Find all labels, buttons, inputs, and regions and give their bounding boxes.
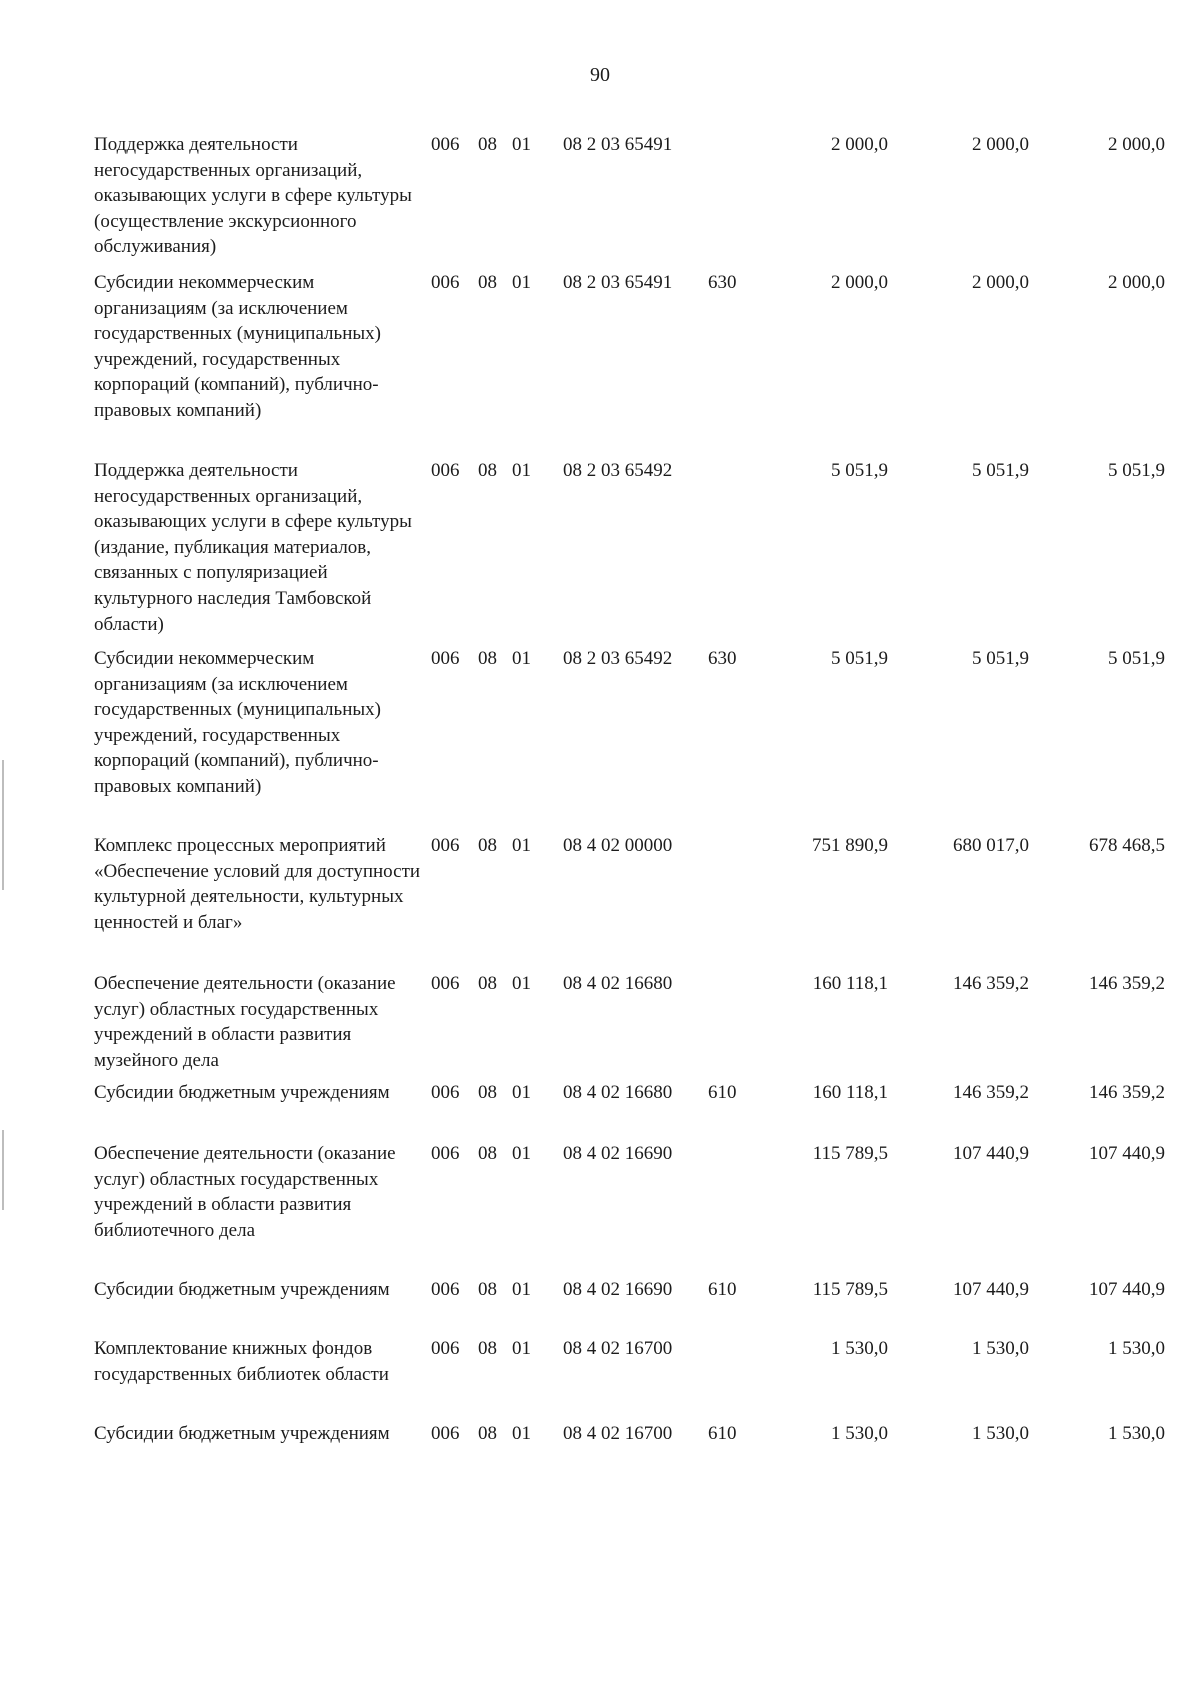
target-article: 08 4 02 16700 bbox=[563, 1338, 673, 1359]
admin-code: 006 bbox=[431, 835, 460, 856]
target-article: 08 2 03 65492 bbox=[563, 648, 673, 669]
amount-year-3: 2 000,0 bbox=[1108, 272, 1165, 293]
row-description: Субсидии некоммерческим организациям (за исключением государственных (муниципальных) учреждений, государственных корпораций (компаний), публично-правовых компаний) bbox=[94, 648, 381, 797]
amount-year-3: 146 359,2 bbox=[1089, 973, 1165, 994]
section-code: 08 bbox=[478, 1082, 497, 1103]
amount-year-2: 2 000,0 bbox=[972, 134, 1029, 155]
row-description: Обеспечение деятельности (оказание услуг) областных государственных учреждений в области развития библиотечного дела bbox=[94, 1143, 396, 1241]
admin-code: 006 bbox=[431, 1082, 460, 1103]
subsection-code: 01 bbox=[512, 1279, 531, 1300]
subsection-code: 01 bbox=[512, 648, 531, 669]
section-code: 08 bbox=[478, 648, 497, 669]
amount-year-2: 2 000,0 bbox=[972, 272, 1029, 293]
row-description: Субсидии бюджетным учреждениям bbox=[94, 1082, 390, 1103]
amount-year-2: 1 530,0 bbox=[972, 1338, 1029, 1359]
row-description: Субсидии бюджетным учреждениям bbox=[94, 1279, 390, 1300]
amount-year-1: 2 000,0 bbox=[831, 134, 888, 155]
section-code: 08 bbox=[478, 835, 497, 856]
row-description: Комплекс процессных мероприятий «Обеспечение условий для доступности культурной деятельности, культурных ценностей и благ» bbox=[94, 835, 421, 933]
amount-year-1: 5 051,9 bbox=[831, 648, 888, 669]
amount-year-1: 160 118,1 bbox=[812, 973, 888, 994]
amount-year-2: 107 440,9 bbox=[953, 1143, 1029, 1164]
admin-code: 006 bbox=[431, 460, 460, 481]
target-article: 08 4 02 00000 bbox=[563, 835, 673, 856]
row-description: Поддержка деятельности негосударственных организаций, оказывающих услуги в сфере культуры (осуществление экскурсионного обслуживания) bbox=[94, 134, 412, 258]
subsection-code: 01 bbox=[512, 1338, 531, 1359]
row-description: Субсидии бюджетным учреждениям bbox=[94, 1423, 390, 1444]
expense-type: 610 bbox=[708, 1279, 737, 1300]
amount-year-1: 5 051,9 bbox=[831, 460, 888, 481]
amount-year-2: 146 359,2 bbox=[953, 973, 1029, 994]
amount-year-1: 160 118,1 bbox=[812, 1082, 888, 1103]
amount-year-2: 680 017,0 bbox=[953, 835, 1029, 856]
subsection-code: 01 bbox=[512, 1143, 531, 1164]
subsection-code: 01 bbox=[512, 272, 531, 293]
section-code: 08 bbox=[478, 1423, 497, 1444]
row-description: Комплектование книжных фондов государственных библиотек области bbox=[94, 1338, 389, 1385]
amount-year-3: 107 440,9 bbox=[1089, 1279, 1165, 1300]
amount-year-3: 5 051,9 bbox=[1108, 648, 1165, 669]
amount-year-2: 5 051,9 bbox=[972, 648, 1029, 669]
expense-type: 630 bbox=[708, 648, 737, 669]
amount-year-3: 1 530,0 bbox=[1108, 1338, 1165, 1359]
admin-code: 006 bbox=[431, 272, 460, 293]
amount-year-3: 5 051,9 bbox=[1108, 460, 1165, 481]
amount-year-3: 146 359,2 bbox=[1089, 1082, 1165, 1103]
expense-type: 630 bbox=[708, 272, 737, 293]
amount-year-1: 1 530,0 bbox=[831, 1338, 888, 1359]
section-code: 08 bbox=[478, 134, 497, 155]
target-article: 08 4 02 16680 bbox=[563, 1082, 673, 1103]
amount-year-1: 115 789,5 bbox=[812, 1143, 888, 1164]
admin-code: 006 bbox=[431, 973, 460, 994]
amount-year-1: 2 000,0 bbox=[831, 272, 888, 293]
admin-code: 006 bbox=[431, 1423, 460, 1444]
amount-year-1: 1 530,0 bbox=[831, 1423, 888, 1444]
section-code: 08 bbox=[478, 272, 497, 293]
amount-year-3: 678 468,5 bbox=[1089, 835, 1165, 856]
amount-year-3: 1 530,0 bbox=[1108, 1423, 1165, 1444]
amount-year-2: 146 359,2 bbox=[953, 1082, 1029, 1103]
section-code: 08 bbox=[478, 1143, 497, 1164]
section-code: 08 bbox=[478, 460, 497, 481]
subsection-code: 01 bbox=[512, 835, 531, 856]
page-number: 90 bbox=[590, 64, 610, 86]
target-article: 08 4 02 16700 bbox=[563, 1423, 673, 1444]
target-article: 08 4 02 16680 bbox=[563, 973, 673, 994]
row-description: Субсидии некоммерческим организациям (за исключением государственных (муниципальных) учреждений, государственных корпораций (компаний), публично-правовых компаний) bbox=[94, 272, 381, 421]
amount-year-2: 107 440,9 bbox=[953, 1279, 1029, 1300]
subsection-code: 01 bbox=[512, 134, 531, 155]
expense-type: 610 bbox=[708, 1082, 737, 1103]
amount-year-2: 5 051,9 bbox=[972, 460, 1029, 481]
target-article: 08 2 03 65492 bbox=[563, 460, 673, 481]
subsection-code: 01 bbox=[512, 460, 531, 481]
admin-code: 006 bbox=[431, 1338, 460, 1359]
admin-code: 006 bbox=[431, 134, 460, 155]
row-description: Обеспечение деятельности (оказание услуг) областных государственных учреждений в области развития музейного дела bbox=[94, 973, 396, 1071]
section-code: 08 bbox=[478, 1279, 497, 1300]
target-article: 08 2 03 65491 bbox=[563, 134, 673, 155]
row-description: Поддержка деятельности негосударственных организаций, оказывающих услуги в сфере культуры (издание, публикация материалов, связанных с популяризацией культурного наследия Тамбовской области) bbox=[94, 460, 412, 635]
subsection-code: 01 bbox=[512, 973, 531, 994]
admin-code: 006 bbox=[431, 1279, 460, 1300]
target-article: 08 2 03 65491 bbox=[563, 272, 673, 293]
amount-year-1: 115 789,5 bbox=[812, 1279, 888, 1300]
section-code: 08 bbox=[478, 973, 497, 994]
subsection-code: 01 bbox=[512, 1082, 531, 1103]
amount-year-1: 751 890,9 bbox=[812, 835, 888, 856]
amount-year-3: 107 440,9 bbox=[1089, 1143, 1165, 1164]
section-code: 08 bbox=[478, 1338, 497, 1359]
admin-code: 006 bbox=[431, 1143, 460, 1164]
amount-year-3: 2 000,0 bbox=[1108, 134, 1165, 155]
amount-year-2: 1 530,0 bbox=[972, 1423, 1029, 1444]
subsection-code: 01 bbox=[512, 1423, 531, 1444]
target-article: 08 4 02 16690 bbox=[563, 1279, 673, 1300]
target-article: 08 4 02 16690 bbox=[563, 1143, 673, 1164]
admin-code: 006 bbox=[431, 648, 460, 669]
expense-type: 610 bbox=[708, 1423, 737, 1444]
